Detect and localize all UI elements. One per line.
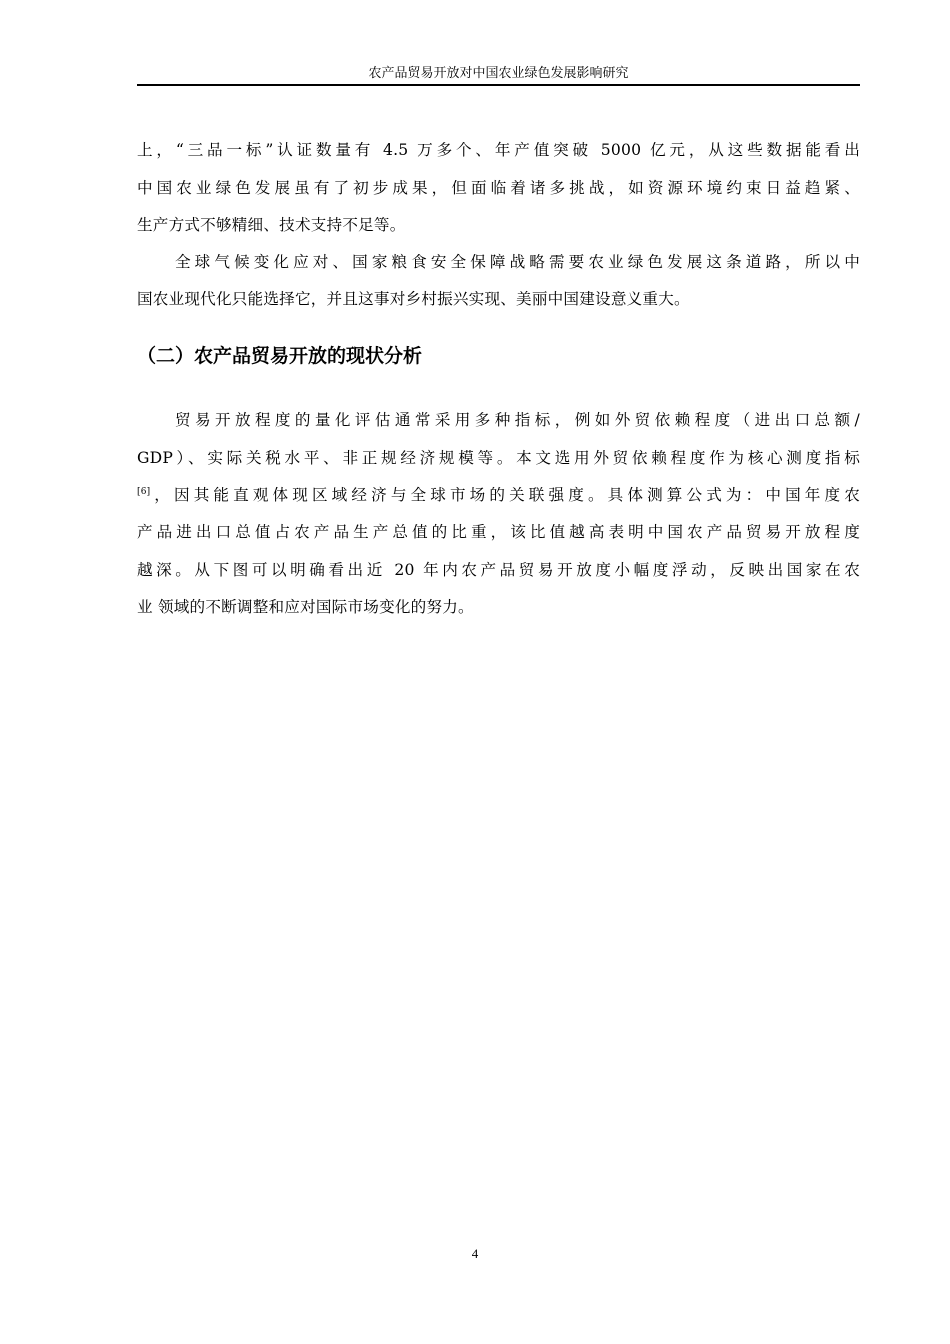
citation-ref: [6] <box>137 487 151 497</box>
running-header: 农产品贸易开放对中国农业绿色发展影响研究 <box>368 66 629 81</box>
paragraph-2-line-2: 国农业现代化只能选择它，并且这事对乡村振兴实现、美丽中国建设意义重大。 <box>137 290 690 308</box>
paragraph-1-line-1: 上，“三品一标”认证数量有 4.5 万多个、年产值突破 5000 亿元，从这些数据能看出 <box>137 141 860 159</box>
paragraph-3-line-1: 贸易开放程度的量化评估通常采用多种指标，例如外贸依赖程度（进出口总额/ <box>175 411 860 429</box>
paragraph-3-line-3-text: ，因其能直观体现区域经济与全球市场的关联强度。具体测算公式为：中国年度农 <box>150 486 860 504</box>
section-heading: （二）农产品贸易开放的现状分析 <box>137 345 423 367</box>
paragraph-3-line-6: 业 领域的不断调整和应对国际市场变化的努力。 <box>137 598 474 616</box>
paragraph-2-line-1: 全球气候变化应对、国家粮食安全保障战略需要农业绿色发展这条道路，所以中 <box>175 253 860 271</box>
paragraph-3-line-3 <box>137 484 860 506</box>
paragraph-3-line-5: 越深。从下图可以明确看出近 20 年内农产品贸易开放度小幅度浮动，反映出国家在农 <box>137 561 860 579</box>
paragraph-1-line-3: 生产方式不够精细、技术支持不足等。 <box>137 216 406 234</box>
paragraph-3-line-4: 产品进出口总值占农产品生产总值的比重，该比值越高表明中国农产品贸易开放程度 <box>137 523 860 541</box>
paragraph-1-line-2: 中国农业绿色发展虽有了初步成果，但面临着诸多挑战，如资源环境约束日益趋紧、 <box>137 179 860 197</box>
paragraph-3-line-2: GDP）、实际关税水平、非正规经济规模等。本文选用外贸依赖程度作为核心测度指标 <box>137 449 860 467</box>
page-number: 4 <box>471 1246 479 1261</box>
header-rule <box>137 84 860 86</box>
